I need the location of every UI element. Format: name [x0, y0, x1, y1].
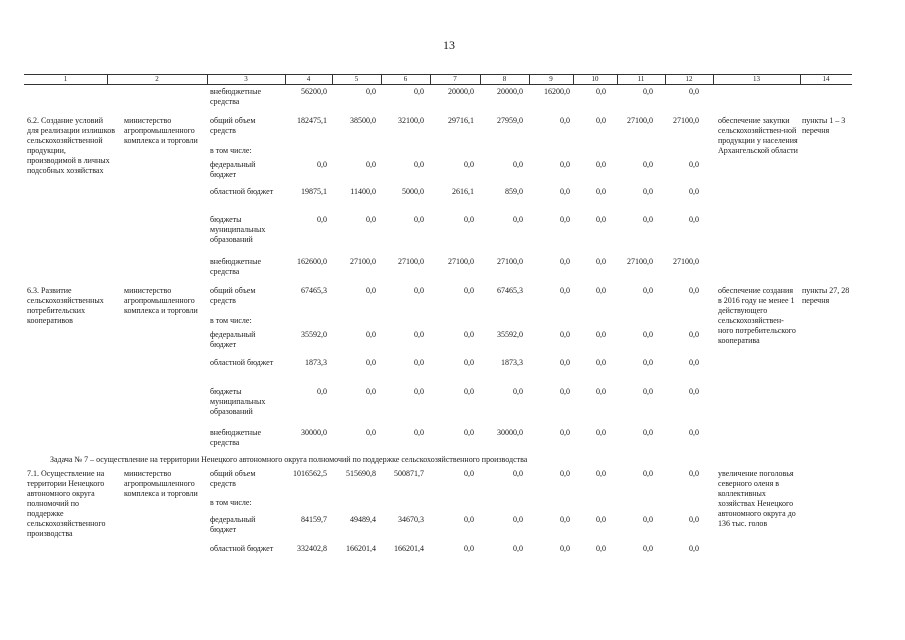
value-cell-col-5: 11400,0	[350, 187, 376, 196]
value-cell-col-12: 0,0	[689, 187, 699, 196]
value-cell-col-6: 27100,0	[398, 257, 424, 266]
row-label: внебюджетные средства	[210, 428, 261, 447]
value-cell-col-5: 0,0	[366, 358, 376, 367]
value-cell-col-6: 0,0	[414, 160, 424, 169]
value-cell-col-4: 0,0	[317, 160, 327, 169]
value-cell-col-9: 0,0	[560, 358, 570, 367]
value-cell-col-7: 29716,1	[448, 116, 474, 125]
value-cell-col-12: 0,0	[689, 358, 699, 367]
value-cell-col-12: 27100,0	[673, 116, 699, 125]
value-cell-col-4: 182475,1	[297, 116, 327, 125]
row-label: в том числе:	[210, 146, 252, 155]
value-cell-col-11: 0,0	[643, 469, 653, 478]
value-cell-col-11: 0,0	[643, 544, 653, 553]
item-description: 6.3. Развитие сельскохозяйственных потребительских кооперативов	[27, 286, 104, 325]
value-cell-col-9: 0,0	[560, 387, 570, 396]
header-col-6: 6	[403, 75, 408, 83]
value-cell-col-4: 332402,8	[297, 544, 327, 553]
value-cell-col-7: 0,0	[464, 544, 474, 553]
value-cell-col-12: 0,0	[689, 160, 699, 169]
row-label: федеральный бюджет	[210, 330, 256, 349]
value-cell-col-12: 0,0	[689, 286, 699, 295]
value-cell-col-10: 0,0	[596, 215, 606, 224]
row-label: областной бюджет	[210, 187, 274, 196]
value-cell-col-9: 0,0	[560, 257, 570, 266]
value-cell-col-4: 67465,3	[301, 286, 327, 295]
header-col-11: 11	[637, 75, 645, 83]
value-cell-col-4: 84159,7	[301, 515, 327, 524]
value-cell-col-5: 0,0	[366, 387, 376, 396]
expected-result: увеличение поголовья северного оленя в коллективных хозяйствах Ненецкого автономного округа до 136 тыс. голов	[718, 469, 796, 528]
value-cell-col-5: 0,0	[366, 330, 376, 339]
value-cell-col-10: 0,0	[596, 387, 606, 396]
value-cell-col-8: 0,0	[513, 469, 523, 478]
row-label: бюджеты муниципальных образований	[210, 215, 266, 244]
value-cell-col-5: 49489,4	[350, 515, 376, 524]
value-cell-col-11: 0,0	[643, 160, 653, 169]
value-cell-col-5: 166201,4	[346, 544, 376, 553]
value-cell-col-6: 0,0	[414, 87, 424, 96]
reference-note: пункты 1 – 3 перечня	[802, 116, 846, 135]
value-cell-col-6: 5000,0	[402, 187, 424, 196]
value-cell-col-10: 0,0	[596, 286, 606, 295]
value-cell-col-4: 0,0	[317, 215, 327, 224]
value-cell-col-11: 0,0	[643, 387, 653, 396]
responsible-executor: министерство агропромышленного комплекса и торговли	[124, 286, 198, 315]
value-cell-col-8: 27100,0	[497, 257, 523, 266]
value-cell-col-7: 0,0	[464, 286, 474, 295]
row-label: в том числе:	[210, 316, 252, 325]
value-cell-col-9: 0,0	[560, 469, 570, 478]
value-cell-col-8: 0,0	[513, 215, 523, 224]
value-cell-col-7: 0,0	[464, 469, 474, 478]
header-col-8: 8	[502, 75, 507, 83]
value-cell-col-7: 0,0	[464, 160, 474, 169]
value-cell-col-9: 0,0	[560, 515, 570, 524]
value-cell-col-10: 0,0	[596, 87, 606, 96]
value-cell-col-6: 0,0	[414, 428, 424, 437]
responsible-executor: министерство агропромышленного комплекса и торговли	[124, 116, 198, 145]
value-cell-col-10: 0,0	[596, 358, 606, 367]
value-cell-col-11: 0,0	[643, 428, 653, 437]
value-cell-col-10: 0,0	[596, 257, 606, 266]
expected-result: обеспечение закупки сельскохозяйствен-ной продукции у населения Архангельской области	[718, 116, 798, 155]
value-cell-col-7: 20000,0	[448, 87, 474, 96]
header-col-5: 5	[354, 75, 359, 83]
value-cell-col-8: 0,0	[513, 515, 523, 524]
value-cell-col-9: 0,0	[560, 330, 570, 339]
value-cell-col-9: 0,0	[560, 286, 570, 295]
value-cell-col-6: 0,0	[414, 286, 424, 295]
value-cell-col-7: 0,0	[464, 215, 474, 224]
value-cell-col-10: 0,0	[596, 330, 606, 339]
value-cell-col-6: 0,0	[414, 330, 424, 339]
value-cell-col-11: 0,0	[643, 515, 653, 524]
value-cell-col-5: 0,0	[366, 286, 376, 295]
header-col-13: 13	[753, 75, 760, 83]
value-cell-col-4: 1873,3	[305, 358, 327, 367]
reference-note: пункты 27, 28 перечня	[802, 286, 850, 305]
header-col-7: 7	[453, 75, 457, 83]
value-cell-col-6: 32100,0	[398, 116, 424, 125]
value-cell-col-5: 0,0	[366, 428, 376, 437]
value-cell-col-5: 515690,8	[346, 469, 376, 478]
value-cell-col-12: 0,0	[689, 330, 699, 339]
header-col-1: 1	[63, 75, 68, 83]
value-cell-col-7: 0,0	[464, 387, 474, 396]
value-cell-col-4: 1016562,5	[293, 469, 327, 478]
value-cell-col-9: 0,0	[560, 116, 570, 125]
value-cell-col-11: 0,0	[643, 215, 653, 224]
value-cell-col-10: 0,0	[596, 160, 606, 169]
value-cell-col-12: 0,0	[689, 544, 699, 553]
value-cell-col-5: 0,0	[366, 160, 376, 169]
row-label: общий объем средств	[210, 286, 256, 305]
value-cell-col-12: 0,0	[689, 428, 699, 437]
value-cell-col-7: 0,0	[464, 515, 474, 524]
value-cell-col-8: 35592,0	[497, 330, 523, 339]
value-cell-col-5: 38500,0	[350, 116, 376, 125]
value-cell-col-8: 67465,3	[497, 286, 523, 295]
value-cell-col-10: 0,0	[596, 116, 606, 125]
value-cell-col-6: 166201,4	[394, 544, 424, 553]
header-col-14: 14	[822, 75, 830, 83]
value-cell-col-8: 0,0	[513, 387, 523, 396]
row-label: общий объем средств	[210, 469, 256, 488]
value-cell-col-12: 0,0	[689, 87, 699, 96]
row-label: общий объем средств	[210, 116, 256, 135]
value-cell-col-11: 0,0	[643, 286, 653, 295]
row-label: федеральный бюджет	[210, 160, 256, 179]
row-label: в том числе:	[210, 498, 252, 507]
value-cell-col-4: 0,0	[317, 387, 327, 396]
value-cell-col-6: 34670,3	[398, 515, 424, 524]
value-cell-col-9: 0,0	[560, 160, 570, 169]
row-label: областной бюджет	[210, 358, 274, 367]
responsible-executor: министерство агропромышленного комплекса и торговли	[124, 469, 198, 498]
task-heading: Задача № 7 – осуществление на территории Ненецкого автономного округа полномочий по поддержке сельскохозяйственного производства	[50, 455, 528, 464]
header-col-12: 12	[685, 75, 693, 83]
header-col-4: 4	[306, 75, 311, 83]
value-cell-col-11: 27100,0	[627, 116, 653, 125]
value-cell-col-5: 0,0	[366, 87, 376, 96]
value-cell-col-9: 0,0	[560, 215, 570, 224]
value-cell-col-10: 0,0	[596, 187, 606, 196]
value-cell-col-8: 0,0	[513, 160, 523, 169]
value-cell-col-8: 1873,3	[501, 358, 523, 367]
row-label: бюджеты муниципальных образований	[210, 387, 266, 416]
value-cell-col-9: 16200,0	[544, 87, 570, 96]
value-cell-col-11: 0,0	[643, 358, 653, 367]
row-label: федеральный бюджет	[210, 515, 256, 534]
value-cell-col-12: 0,0	[689, 515, 699, 524]
value-cell-col-12: 27100,0	[673, 257, 699, 266]
value-cell-col-10: 0,0	[596, 428, 606, 437]
header-col-9: 9	[549, 75, 553, 83]
item-description: 7.1. Осуществление на территории Ненецкого автономного округа полномочий по поддержке сельскохозяйственного производства	[27, 469, 106, 538]
value-cell-col-9: 0,0	[560, 428, 570, 437]
value-cell-col-7: 2616,1	[452, 187, 474, 196]
value-cell-col-11: 0,0	[643, 330, 653, 339]
header-col-10: 10	[591, 75, 599, 83]
value-cell-col-6: 0,0	[414, 215, 424, 224]
value-cell-col-6: 0,0	[414, 387, 424, 396]
value-cell-col-12: 0,0	[689, 387, 699, 396]
value-cell-col-7: 0,0	[464, 358, 474, 367]
value-cell-col-5: 27100,0	[350, 257, 376, 266]
value-cell-col-9: 0,0	[560, 187, 570, 196]
value-cell-col-7: 27100,0	[448, 257, 474, 266]
value-cell-col-8: 30000,0	[497, 428, 523, 437]
value-cell-col-6: 500871,7	[394, 469, 424, 478]
value-cell-col-12: 0,0	[689, 469, 699, 478]
header-col-2: 2	[155, 75, 159, 83]
value-cell-col-10: 0,0	[596, 469, 606, 478]
header-col-3: 3	[244, 75, 248, 83]
value-cell-col-4: 56200,0	[301, 87, 327, 96]
value-cell-col-4: 162600,0	[297, 257, 327, 266]
page-number: 13	[443, 38, 455, 52]
item-description: 6.2. Создание условий для реализации излишков сельскохозяйственной продукции, производимой в личных подсобных хозяйствах	[27, 116, 115, 175]
value-cell-col-11: 27100,0	[627, 257, 653, 266]
row-label: областной бюджет	[210, 544, 274, 553]
value-cell-col-8: 859,0	[505, 187, 523, 196]
value-cell-col-4: 19875,1	[301, 187, 327, 196]
row-label: внебюджетные средства	[210, 87, 261, 106]
value-cell-col-11: 0,0	[643, 87, 653, 96]
value-cell-col-10: 0,0	[596, 515, 606, 524]
value-cell-col-8: 27959,0	[497, 116, 523, 125]
value-cell-col-11: 0,0	[643, 187, 653, 196]
row-label: внебюджетные средства	[210, 257, 261, 276]
value-cell-col-10: 0,0	[596, 544, 606, 553]
expected-result: обеспечение создания в 2016 году не менее 1 действующего сельскохозяйствен-ного потребительского кооператива	[718, 286, 796, 345]
value-cell-col-12: 0,0	[689, 215, 699, 224]
value-cell-col-4: 30000,0	[301, 428, 327, 437]
value-cell-col-5: 0,0	[366, 215, 376, 224]
value-cell-col-8: 20000,0	[497, 87, 523, 96]
value-cell-col-6: 0,0	[414, 358, 424, 367]
value-cell-col-4: 35592,0	[301, 330, 327, 339]
value-cell-col-8: 0,0	[513, 544, 523, 553]
value-cell-col-7: 0,0	[464, 428, 474, 437]
value-cell-col-9: 0,0	[560, 544, 570, 553]
value-cell-col-7: 0,0	[464, 330, 474, 339]
